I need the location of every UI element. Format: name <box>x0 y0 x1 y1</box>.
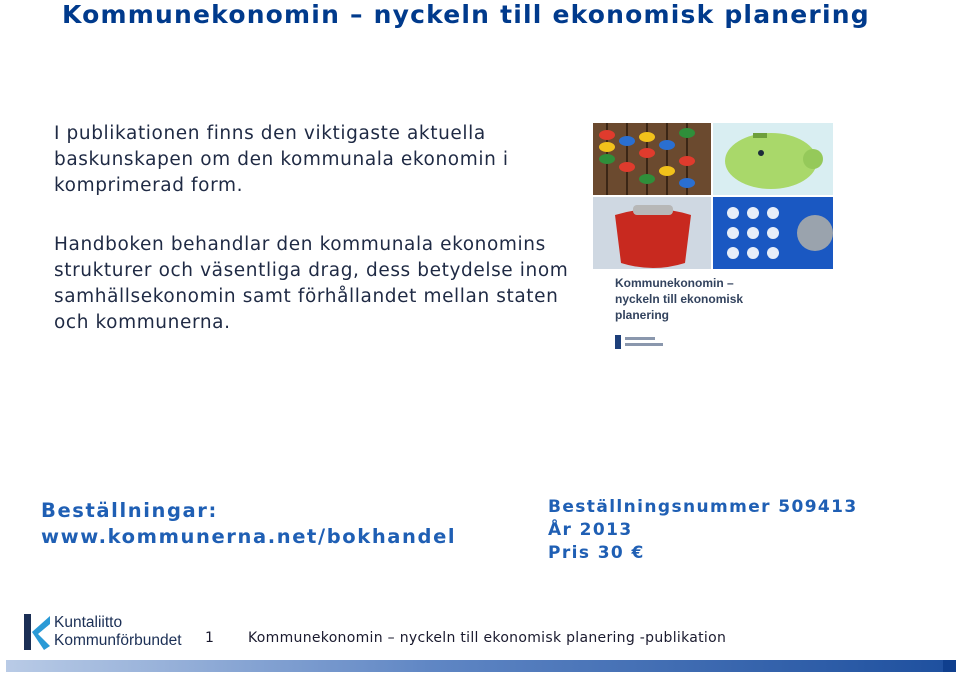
order-label: Beställningar: <box>41 499 218 522</box>
order-info <box>41 498 456 550</box>
footer-title: Kommunekonomin – nyckeln till ekonomisk planering -publikation <box>248 630 727 646</box>
order-url-link[interactable]: www.kommunerna.net/bokhandel <box>41 525 457 548</box>
kommunforbundet-logo <box>22 612 192 656</box>
cover-title-line-1: Kommunekonomin – <box>615 276 734 290</box>
order-number: Beställningsnummer 509413 <box>548 497 858 517</box>
intro-paragraph: I publikationen finns den viktigaste aktuella baskunskapen om den kommunala ekonomin i komprimerad form. <box>54 123 509 196</box>
logo-line-2: Kommunförbundet <box>54 632 182 649</box>
order-details <box>548 496 858 565</box>
logo-text <box>54 614 182 650</box>
logo-line-1: Kuntaliitto <box>54 614 123 631</box>
book-cover-image <box>593 123 833 363</box>
page-number: 1 <box>205 630 214 646</box>
logo-mark-icon <box>22 612 52 652</box>
order-year: År 2013 <box>548 520 633 540</box>
footer-bar-end <box>943 660 956 672</box>
footer-bar <box>6 660 956 672</box>
cover-title-line-2: nyckeln till ekonomisk <box>615 292 744 306</box>
order-price: Pris 30 € <box>548 543 645 563</box>
page-title: Kommunekonomin – nyckeln till ekonomisk planering <box>62 0 870 29</box>
description-paragraph: Handboken behandlar den kommunala ekonomins strukturer och väsentliga drag, dess betydelse inom samhällsekonomin samt förhållandet mellan staten och kommunerna. <box>54 234 569 333</box>
cover-title-line-3: planering <box>615 308 670 322</box>
